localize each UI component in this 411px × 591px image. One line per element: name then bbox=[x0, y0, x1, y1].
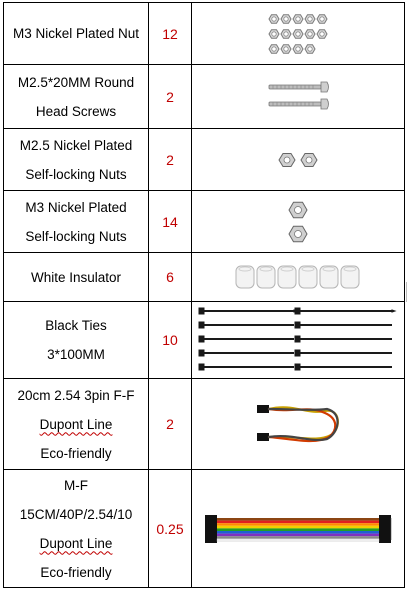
part-name-cell bbox=[4, 253, 149, 302]
quantity-cell: 0.25 bbox=[149, 470, 192, 588]
part-name-line: M-F bbox=[64, 477, 88, 493]
part-name-line: Dupont Line bbox=[39, 535, 113, 551]
part-name-line: Dupont Line bbox=[39, 416, 113, 432]
part-name-line: 20cm 2.54 3pin F-F bbox=[17, 387, 135, 403]
part-name-cell bbox=[4, 302, 149, 379]
quantity-cell: 12 bbox=[149, 3, 192, 65]
table-row bbox=[4, 379, 405, 470]
small-nuts-image bbox=[278, 150, 318, 170]
quantity-cell: 14 bbox=[149, 191, 192, 253]
nut-grid-image bbox=[268, 12, 328, 56]
part-name-line: Self-locking Nuts bbox=[25, 228, 127, 244]
part-image-cell bbox=[192, 470, 405, 588]
insulators-image bbox=[234, 262, 362, 292]
part-name-line: M3 Nickel Plated Nut bbox=[12, 26, 140, 41]
part-image-cell bbox=[192, 191, 405, 253]
part-name-line: Head Screws bbox=[35, 103, 117, 119]
quantity-cell: 10 bbox=[149, 302, 192, 379]
table-row bbox=[4, 191, 405, 253]
parts-table bbox=[3, 2, 405, 588]
quantity-cell: 6 bbox=[149, 253, 192, 302]
part-name-line: Eco-friendly bbox=[40, 445, 112, 461]
table-row bbox=[4, 65, 405, 129]
part-name-cell bbox=[4, 191, 149, 253]
part-name-line: White Insulator bbox=[30, 269, 122, 285]
part-image-cell bbox=[192, 65, 405, 129]
table-row bbox=[4, 3, 405, 65]
part-name-line: Eco-friendly bbox=[40, 564, 112, 580]
screw-icon bbox=[269, 82, 329, 92]
table-row bbox=[4, 302, 405, 379]
part-name-line: 15CM/40P/2.54/10 bbox=[19, 506, 133, 522]
part-name-cell bbox=[4, 3, 149, 65]
part-name-cell bbox=[4, 470, 149, 588]
part-name-line: Black Ties bbox=[45, 318, 107, 333]
part-name-line: M2.5 Nickel Plated bbox=[19, 137, 133, 153]
screws-image bbox=[263, 80, 333, 114]
part-name-line: M2.5*20MM Round bbox=[17, 74, 135, 90]
quantity-cell: 2 bbox=[149, 65, 192, 129]
quantity-cell: 2 bbox=[149, 129, 192, 191]
page-edge-marker bbox=[406, 282, 411, 302]
locknuts-image bbox=[286, 199, 310, 245]
part-name-cell bbox=[4, 379, 149, 470]
ribbon-cable-image bbox=[203, 512, 393, 546]
part-image-cell bbox=[192, 253, 405, 302]
quantity-cell: 2 bbox=[149, 379, 192, 470]
ties-image bbox=[198, 305, 398, 375]
table-row bbox=[4, 129, 405, 191]
part-name-cell bbox=[4, 65, 149, 129]
table-row bbox=[4, 470, 405, 588]
part-name-cell bbox=[4, 129, 149, 191]
part-name-line: 3*100MM bbox=[47, 347, 105, 362]
part-image-cell bbox=[192, 129, 405, 191]
screw-icon bbox=[269, 99, 329, 109]
part-name-line: Self-locking Nuts bbox=[25, 166, 127, 182]
part-image-cell bbox=[192, 302, 405, 379]
twisted-cable-image bbox=[253, 399, 343, 449]
part-image-cell bbox=[192, 379, 405, 470]
part-name-line: M3 Nickel Plated bbox=[25, 199, 127, 215]
table-row bbox=[4, 253, 405, 302]
part-image-cell bbox=[192, 3, 405, 65]
